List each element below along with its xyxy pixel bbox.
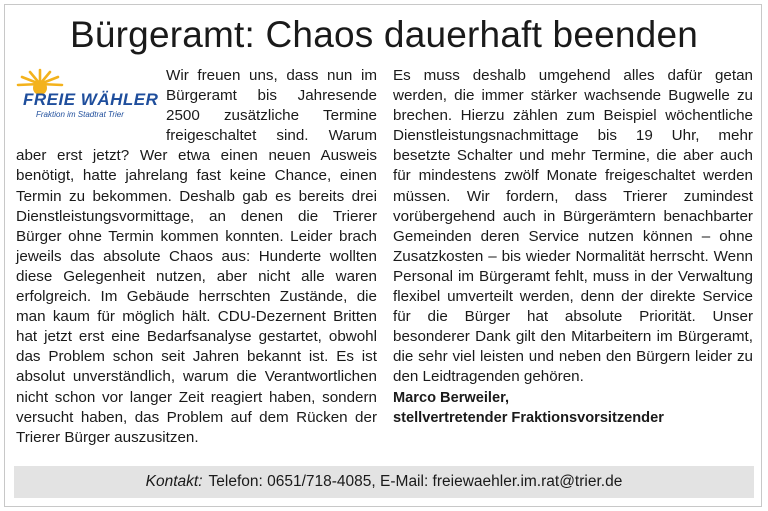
article-left-column xyxy=(16,66,377,448)
contact-details: Telefon: 0651/718-4085, E-Mail: freiewaehler.im.rat@trier.de xyxy=(208,473,623,490)
signature-name: Marco Berweiler, xyxy=(393,389,509,406)
left-column-text: Wir freuen uns, dass nun im Bürgeramt bis Jahresende 2500 zusätzliche Termine freigeschaltet sind. Warum aber erst jetzt? Wer etwa einen neuen Ausweis benötigt, hatte jahrelang fast keine Chance, einen Termin zu bekommen. Deshalb gab es bereits drei Dienstleistungsvormittage, an denen die Trierer Bürger ohne Termin kommen konnten. Leider brach jeweils das absolute Chaos aus: Hunderte wollten diese Gelegenheit nutzen, aber nicht alle waren erfolgreich. Im Gebäude herrschten Zustände, die man kaum für möglich hält. CDU-Dezernent Britten hat jetzt erst eine Bedarfsanalyse gestartet, obwohl das Problem schon seit Jahren bekannt ist. Es ist absolut unverständlich, warum die Verantwortlichen nicht schon vor langer Zeit reagiert haben, sondern versucht haben, das Problem auf dem Rücken der Trierer Bürger auszusitzen. xyxy=(16,67,377,446)
article-right-column xyxy=(393,66,753,428)
logo-name: FREIE WÄHLER xyxy=(23,90,159,109)
signature xyxy=(393,388,753,428)
contact-bar xyxy=(14,466,754,498)
right-column-text: Es muss deshalb umgehend alles dafür getan werden, die immer stärker wachsende Bugwelle zu brechen. Hierzu zählen zum Beispiel wöchentliche Dienstleistungsnachmittage bis 19 Uhr, mehr besetzte Schalter und mehr Termine, die aber auch für mindestens zwölf Monate freigeschaltet werden müssen. Wir fordern, dass Trierer zumindest vorübergehend auch in Bürgerämtern benachbarter Gemeinden deren Service nutzen können – ohne Zusatzkosten – bis wieder Normalität herrscht. Wenn Personal im Bürgeramt fehlt, muss in der Verwaltung flexibel umverteilt werden, denn der direkte Service für die Bürger hat absolute Priorität. Unser besonderer Dank gilt den Mitarbeitern im Bürgeramt, die sehr viel leisten und neben den Bürgern leider zu den Leidtragenden gehören. xyxy=(393,67,753,386)
signature-role: stellvertretender Fraktionsvorsitzender xyxy=(393,409,664,426)
logo-spacer xyxy=(16,66,166,146)
logo-subtitle: Fraktion im Stadtrat Trier xyxy=(36,110,124,119)
contact-label: Kontakt: xyxy=(145,473,203,490)
headline: Bürgeramt: Chaos dauerhaft beenden xyxy=(70,14,698,55)
